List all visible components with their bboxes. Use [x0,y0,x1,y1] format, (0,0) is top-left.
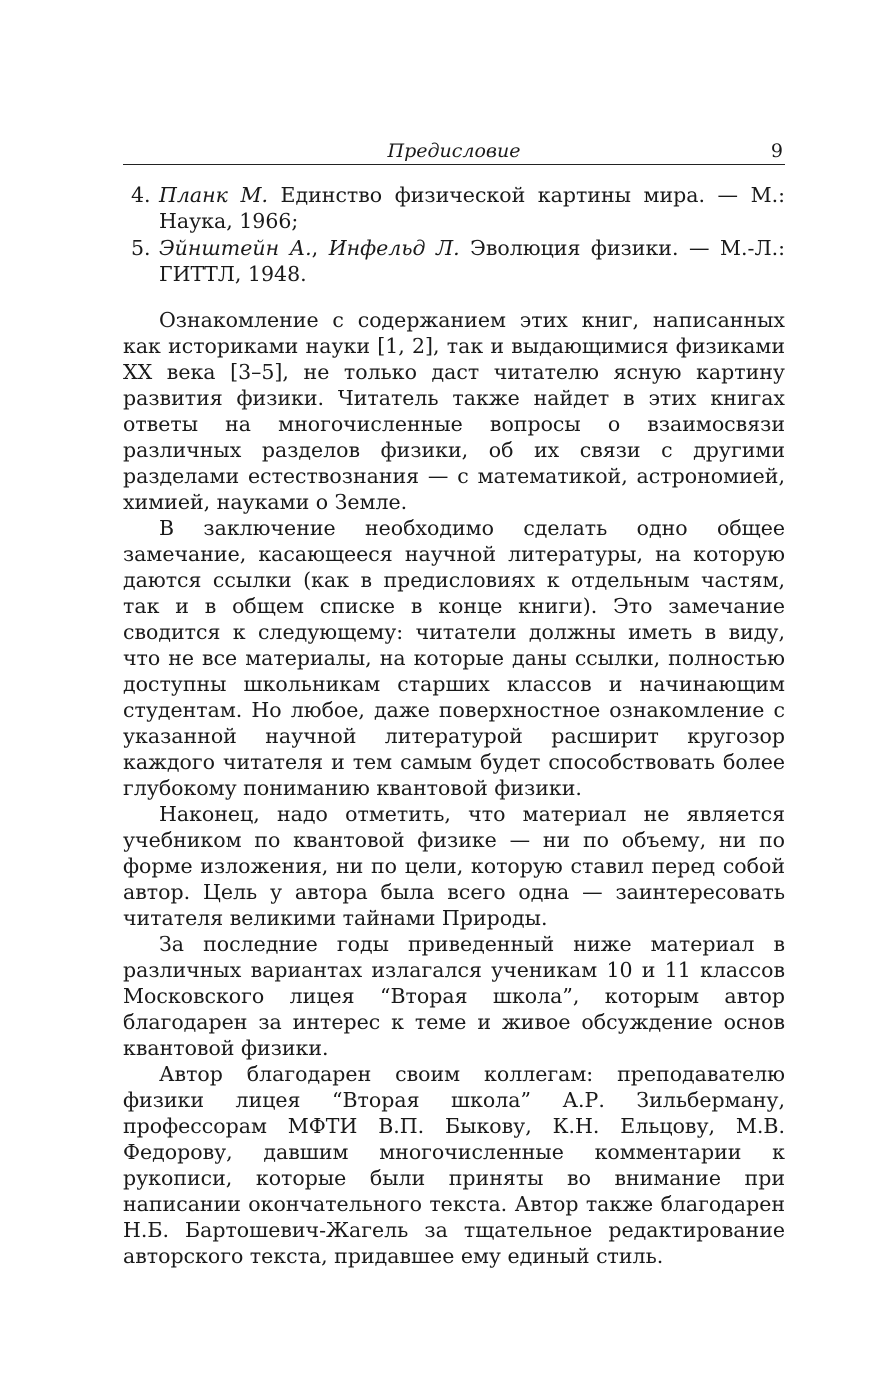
reference-authors: Планк М. [159,183,268,207]
paragraph: В заключение необходимо сделать одно общее замечание, касающееся научной литературы, на которую даются ссылки (как в предисловиях к отдельным частям, так и в общем списке в конце книги). Это замечание сводится к следующему: читатели должны иметь в виду, что не все материалы, на которые даны ссылки, полностью доступны школьникам старших классов и начинающим студентам. Но любое, даже поверхностное ознакомление с указанной научной литературой расширит кругозор каждого читателя и тем самым будет способствовать более глубокому пониманию квантовой физики. [123,516,785,800]
running-header-title: Предисловие [387,140,521,162]
body-text [123,307,785,1269]
book-page [123,138,785,1269]
paragraph: За последние годы приведенный ниже материал в различных вариантах излагался ученикам 10 и 11 классов Московского лицея “Вторая школа”, которым автор благодарен за интерес к теме и живое обсуждение основ квантовой физики. [123,932,785,1060]
reference-text: Эволюция физики. — М.-Л.: ГИТТЛ, 1948. [159,236,785,286]
reference-text: Единство физической картины мира. — М.: Наука, 1966; [159,183,786,233]
reference-list [123,182,785,287]
running-header [123,138,785,165]
paragraph: Ознакомление с содержанием этих книг, написанных как историками науки [1, 2], так и выдающимися физиками XX века [3–5], не только даст читателю ясную картину развития физики. Читатель также найдет в этих книгах ответы на многочисленные вопросы о взаимосвязи различных разделов физики, об их связи с другими разделами естествознания — с математикой, астрономией, химией, науками о Земле. [123,308,785,514]
reference-item [123,182,785,234]
page-number: 9 [770,140,783,162]
reference-item [123,235,785,287]
reference-number: 5. [131,236,151,260]
reference-number: 4. [131,183,151,207]
paragraph: Автор благодарен своим коллегам: преподавателю физики лицея “Вторая школа” А.Р. Зильберману, профессорам МФТИ В.П. Быкову, К.Н. Ельцову, М.В. Федорову, давшим многочисленные комментарии к рукописи, которые были приняты во внимание при написании окончательного текста. Автор также благодарен Н.Б. Бартошевич-Жагель за тщательное редактирование авторского текста, придавшее ему единый стиль. [123,1062,785,1268]
reference-authors-second: Инфельд Л. [328,236,460,260]
reference-separator: , [311,236,329,260]
reference-authors: Эйнштейн А. [159,236,312,260]
paragraph: Наконец, надо отметить, что материал не является учебником по квантовой физике — ни по объему, ни по форме изложения, ни по цели, которую ставил перед собой автор. Цель у автора была всего одна — заинтересовать читателя великими тайнами Природы. [123,802,785,930]
